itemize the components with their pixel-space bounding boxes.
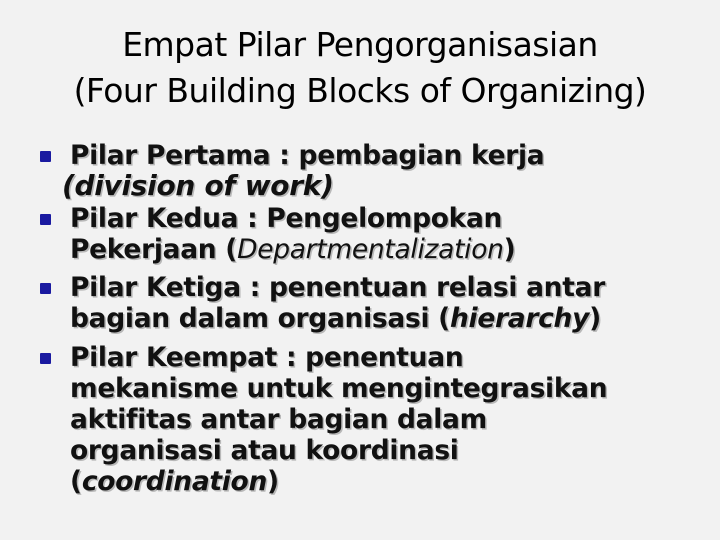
bullet-list: [40, 140, 700, 497]
bullet-item-3-line-2-suffix: ): [589, 303, 601, 334]
slide-title-line-2: (Four Building Blocks of Organizing): [73, 71, 647, 110]
bullet-item-4-line-5-suffix: ): [267, 466, 279, 497]
bullet-item-4-line-2: mekanisme untuk mengintegrasikan: [70, 373, 608, 404]
bullet-item-2-line-1: Pilar Kedua : Pengelompokan: [70, 203, 503, 234]
square-bullet-icon: [40, 353, 51, 364]
bullet-item-3: [40, 272, 700, 334]
bullet-item-4-line-5: [70, 466, 700, 497]
bullet-item-4-line-3: aktifitas antar bagian dalam: [70, 404, 487, 435]
bullet-item-4-line-4: organisasi atau koordinasi: [70, 435, 459, 466]
bullet-item-2: [40, 203, 700, 265]
bullet-item-2-line-2-suffix: ): [503, 234, 516, 265]
square-bullet-icon: [40, 151, 51, 162]
bullet-item-2-line-2-prefix: Pekerjaan (: [70, 234, 238, 265]
bullet-item-4: [40, 342, 700, 497]
bullet-item-3-line-1: Pilar Ketiga : penentuan relasi antar: [70, 272, 605, 303]
bullet-item-4-text: [70, 342, 700, 497]
square-bullet-icon: [40, 214, 51, 225]
square-bullet-icon: [40, 283, 51, 294]
bullet-item-4-term: coordination: [81, 466, 268, 497]
bullet-item-2-text: [70, 203, 700, 265]
bullet-item-3-term: hierarchy: [449, 303, 590, 334]
slide-title: [0, 22, 720, 114]
bullet-item-4-line-1: Pilar Keempat : penentuan: [70, 342, 464, 373]
bullet-item-4-line-5-prefix: (: [70, 466, 82, 497]
bullet-item-2-term: Departmentalization: [237, 234, 504, 265]
bullet-item-3-line-2-prefix: bagian dalam organisasi (: [70, 303, 450, 334]
bullet-item-1-text: [62, 140, 700, 202]
slide-title-line-1: Empat Pilar Pengorganisasian: [122, 25, 598, 64]
bullet-item-3-text: [70, 272, 700, 334]
bullet-item-3-line-2: [70, 303, 700, 334]
bullet-item-2-line-2: [70, 234, 700, 265]
bullet-item-1: [40, 140, 700, 201]
bullet-item-1-line-2: (division of work): [62, 169, 334, 202]
bullet-item-1-line-1: Pilar Pertama : pembagian kerja: [70, 140, 545, 171]
